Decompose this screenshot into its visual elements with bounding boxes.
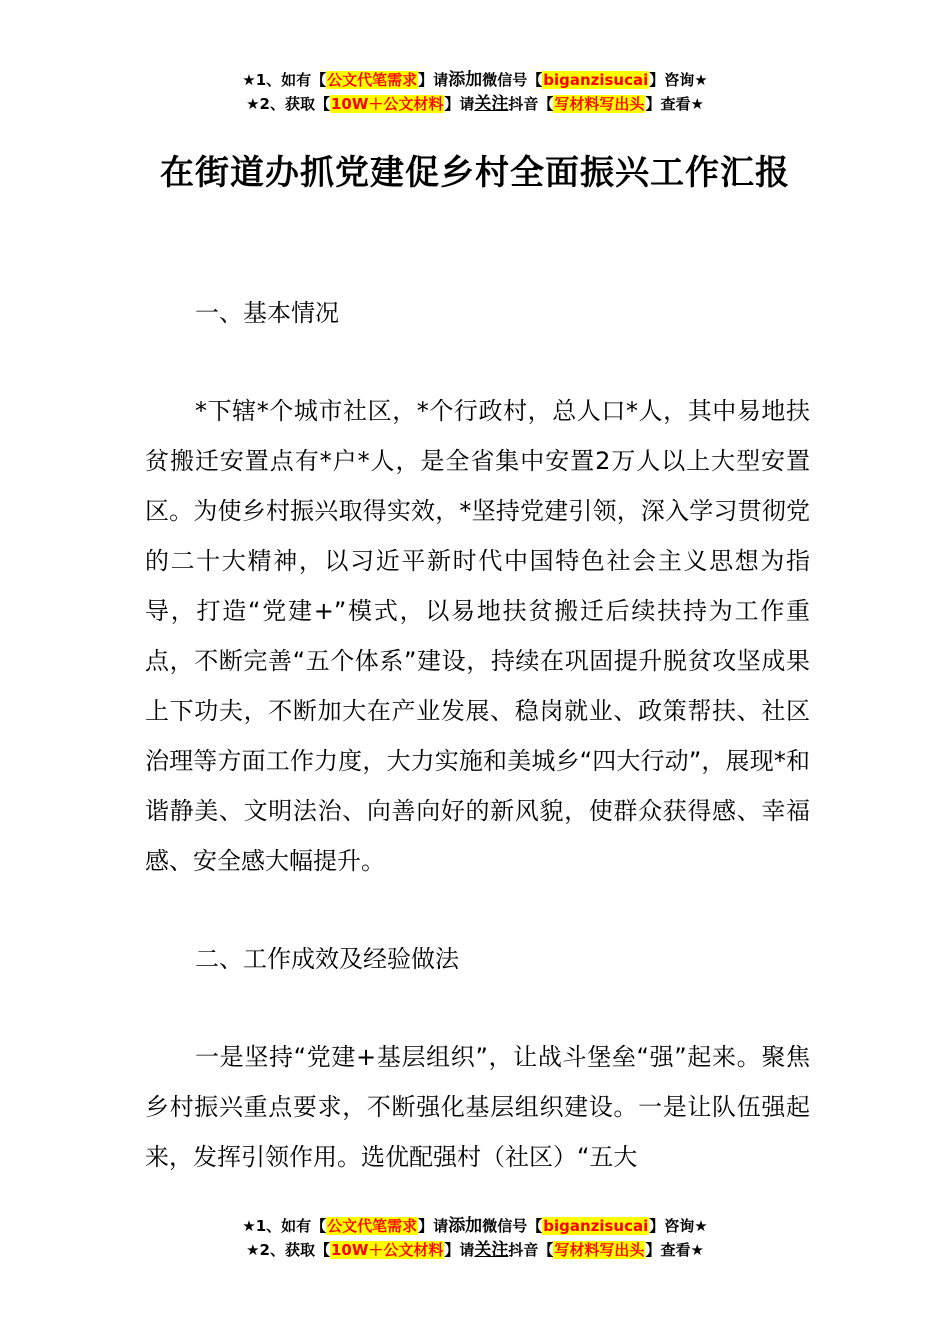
header-banner xyxy=(0,68,950,116)
banner-text: 】请 xyxy=(418,1217,449,1235)
emphasis-follow: 关注 xyxy=(474,94,509,114)
banner-text: 】请 xyxy=(444,95,475,113)
highlight-wechat-id: biganzisucai xyxy=(543,1217,649,1235)
banner-text: 2、获取【 xyxy=(259,95,330,113)
emphasis-add: 添加 xyxy=(448,70,483,90)
star-icon: ★ xyxy=(694,1217,708,1235)
highlight-materials: 10W＋公文材料 xyxy=(330,1241,444,1259)
footer-banner xyxy=(0,1214,950,1262)
star-icon: ★ xyxy=(694,71,708,89)
banner-text: 2、获取【 xyxy=(259,1241,330,1259)
highlight-wechat-id: biganzisucai xyxy=(543,71,649,89)
banner-text: 1、如有【 xyxy=(255,71,327,89)
highlight-douyin: 写材料写出头 xyxy=(554,1241,645,1259)
highlight-service: 公文代笔需求 xyxy=(327,71,418,89)
banner-text: 微信号【 xyxy=(482,1217,543,1235)
document-title: 在街道办抓党建促乡村全面振兴工作汇报 xyxy=(160,153,790,193)
emphasis-follow: 关注 xyxy=(474,1240,509,1260)
star-icon: ★ xyxy=(690,1241,704,1259)
banner-text: 】查看 xyxy=(645,95,691,113)
banner-text: 】请 xyxy=(418,71,449,89)
banner-text: 抖音【 xyxy=(508,95,554,113)
banner-text: 1、如有【 xyxy=(255,1217,327,1235)
banner-line-1 xyxy=(0,1214,950,1238)
banner-line-2 xyxy=(0,92,950,116)
star-icon: ★ xyxy=(246,1241,260,1259)
banner-text: 】查看 xyxy=(645,1241,691,1259)
banner-text: 】请 xyxy=(444,1241,475,1259)
banner-text: 】咨询 xyxy=(649,1217,695,1235)
banner-text: 】咨询 xyxy=(649,71,695,89)
banner-line-2 xyxy=(0,1238,950,1262)
section-heading-1: 一、基本情况 xyxy=(195,299,339,327)
document-body xyxy=(145,288,810,1182)
highlight-douyin: 写材料写出头 xyxy=(554,95,645,113)
star-icon: ★ xyxy=(242,71,256,89)
section-paragraph-2: 一是坚持“党建+基层组织”，让战斗堡垒“强”起来。聚焦乡村振兴重点要求，不断强化基层组织建设。一是让队伍强起来，发挥引领作用。选优配强村（社区）“五大 xyxy=(145,1043,810,1171)
banner-text: 微信号【 xyxy=(482,71,543,89)
star-icon: ★ xyxy=(242,1217,256,1235)
highlight-materials: 10W＋公文材料 xyxy=(330,95,444,113)
star-icon: ★ xyxy=(246,95,260,113)
banner-line-1 xyxy=(0,68,950,92)
section-heading-2: 二、工作成效及经验做法 xyxy=(195,945,459,973)
highlight-service: 公文代笔需求 xyxy=(327,1217,418,1235)
section-paragraph-1: *下辖*个城市社区，*个行政村，总人口*人，其中易地扶贫搬迁安置点有*户*人，是全省集中安置2万人以上大型安置区。为使乡村振兴取得实效，*坚持党建引领，深入学习贯彻党的二十大精神，以习近平新时代中国特色社会主义思想为指导，打造“党建+”模式，以易地扶贫搬迁后续扶持为工作重点，不断完善“五个体系”建设，持续在巩固提升脱贫攻坚成果上下功夫，不断加大在产业发展、稳岗就业、政策帮扶、社区治理等方面工作力度，大力实施和美城乡“四大行动”，展现*和谐静美、文明法治、向善向好的新风貌，使群众获得感、幸福感、安全感大幅提升。 xyxy=(145,397,810,875)
star-icon: ★ xyxy=(690,95,704,113)
banner-text: 抖音【 xyxy=(508,1241,554,1259)
emphasis-add: 添加 xyxy=(448,1216,483,1236)
